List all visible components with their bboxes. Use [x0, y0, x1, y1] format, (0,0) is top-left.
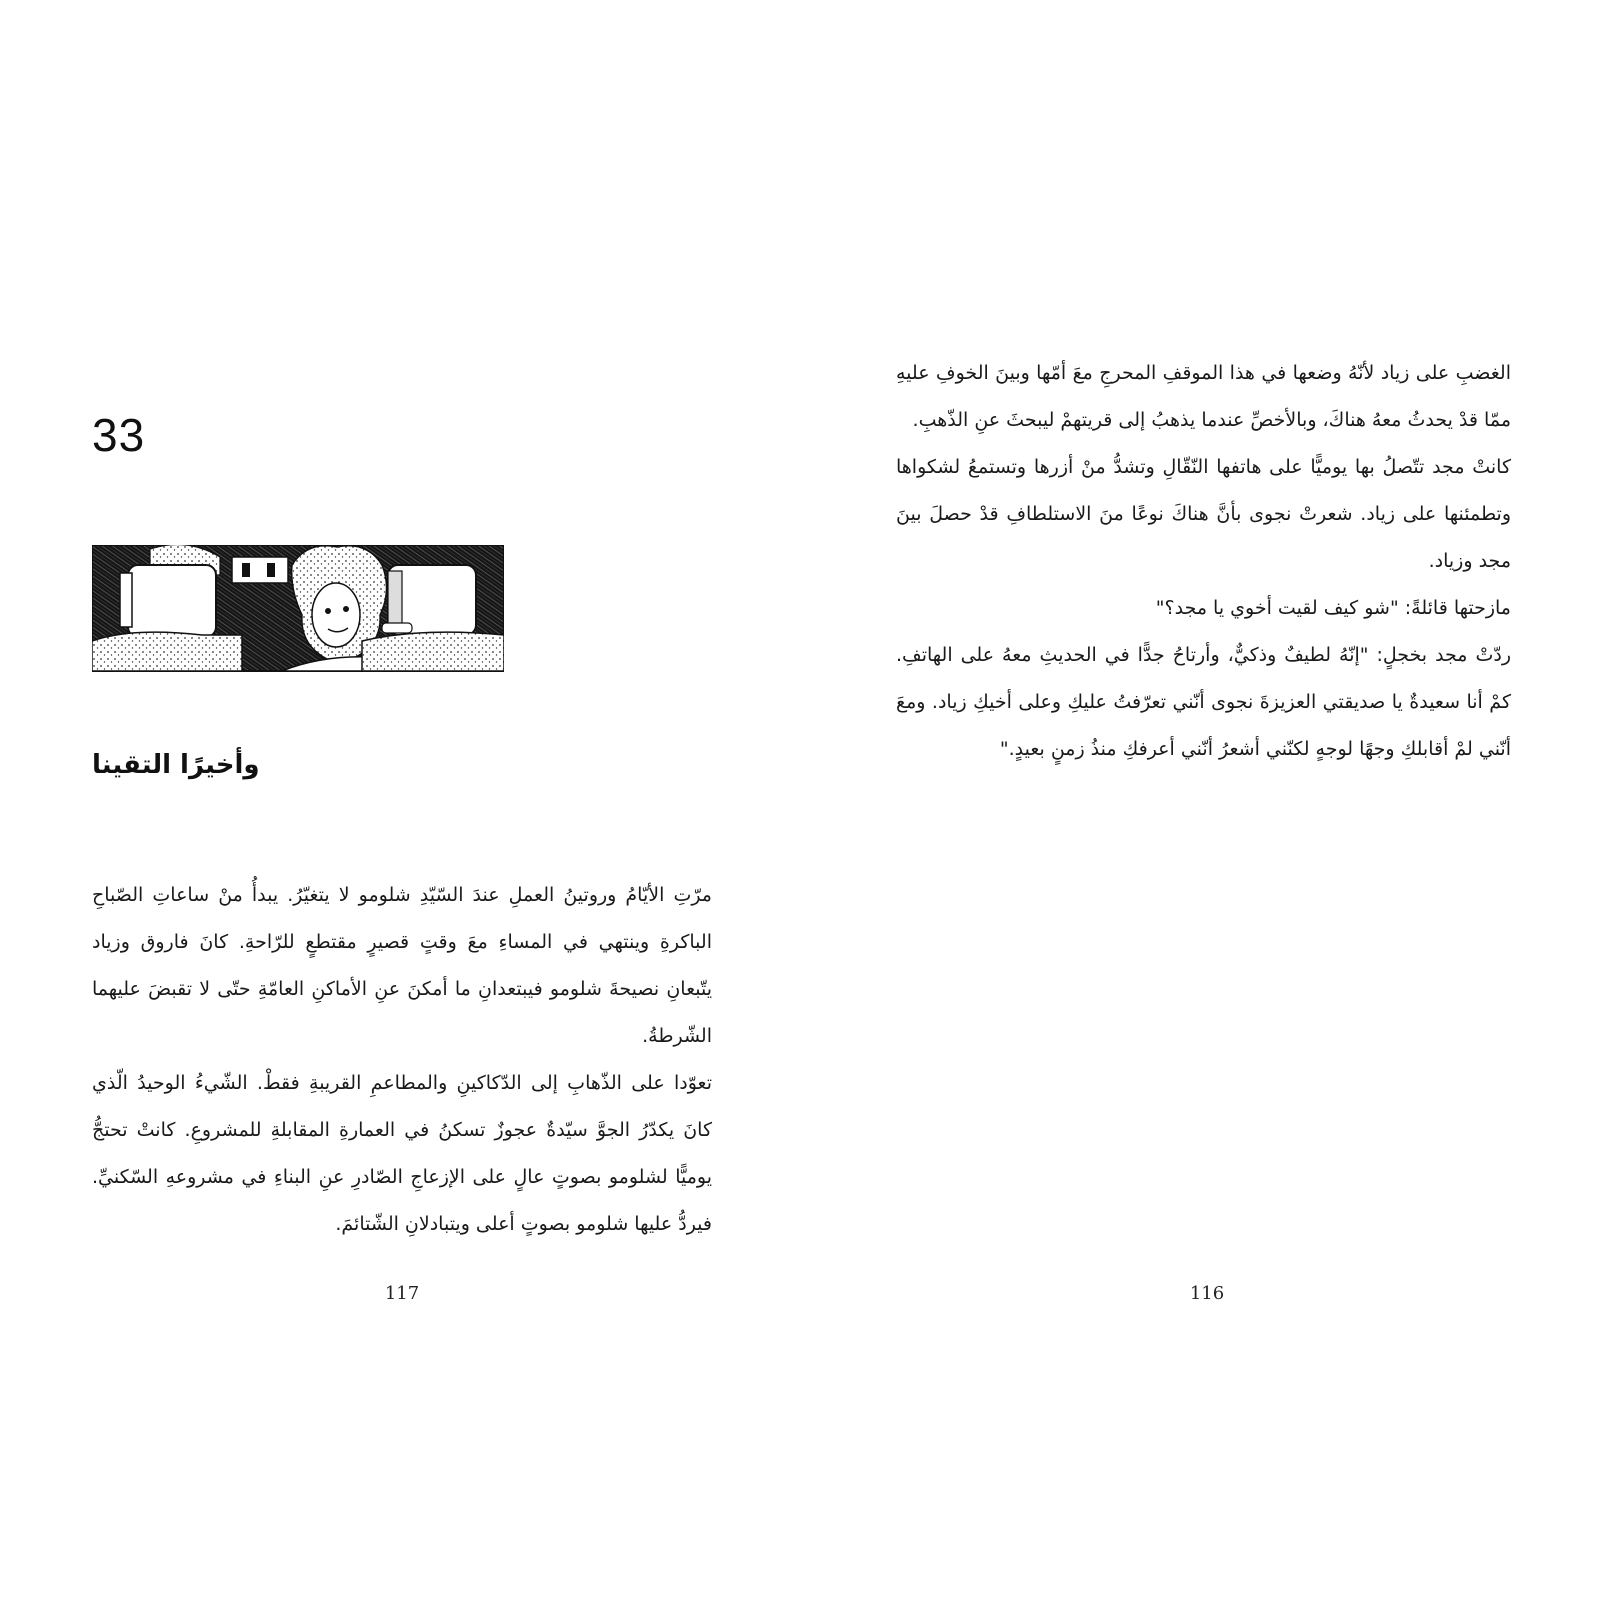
paragraph: مرّتِ الأيّامُ وروتينُ العملِ عندَ السّيّدِ شلومو لا يتغيّرُ. يبدأُ منْ ساعاتِ الصّباحِ الباكرةِ وينتهي في المساءِ معَ وقتٍ قصيرٍ مقتطعٍ للرّاحةِ. كانَ فاروق وزياد يتّبعانِ نصيحةَ شلومو فيبتعدانِ ما أمكنَ عنِ الأماكنِ العامّةِ حتّى لا تقبضَ عليهما الشّرطةُ. [92, 884, 712, 1047]
right-page [800, 0, 1600, 1600]
paragraph: تعوّدا على الذّهابِ إلى الدّكاكينِ والمطاعمِ القريبةِ فقطْ. الشّيءُ الوحيدُ الّذي كانَ يكدّرُ الجوَّ سيّدةٌ عجوزٌ تسكنُ في العمارةِ المقابلةِ للمشروعِ. كانتْ تحتجُّ يوميًّا لشلومو بصوتٍ عالٍ على الإزعاجِ الصّادرِ عنِ البناءِ في مشروعهِ السّكنيِّ. فيردُّ عليها شلومو بصوتٍ أعلى ويتبادلانِ الشّتائمَ. [92, 1072, 712, 1235]
paragraph: الغضبِ على زياد لأنّهُ وضعها في هذا الموقفِ المحرجِ معَ أمّها وبينَ الخوفِ عليهِ ممّا قدْ يحدثُ معهُ هناكَ، وبالأخصِّ عندما يذهبُ إلى قريتهمْ ليبحثَ عنِ الذّهبِ. [896, 362, 1511, 431]
page-number: 116 [1189, 1283, 1225, 1304]
chapter-title: وأخيرًا التقينا [92, 750, 260, 780]
chapter-number: 33 [92, 409, 146, 461]
paragraph: مازحتها قائلةً: "شو كيف لقيت أخوي يا مجد؟" [1155, 597, 1511, 619]
paragraph: ردّتْ مجد بخجلٍ: "إنّهُ لطيفٌ وذكيٌّ، وأرتاحُ جدًّا في الحديثِ معهُ على الهاتفِ. كمْ أنا سعيدةٌ يا صديقتي العزيزةَ نجوى أنّني تعرّفتُ عليكِ وعلى أخيكِ زياد. ومعَ أنّني لمْ أقابلكِ وجهًا لوجهٍ لكنّني أشعرُ أنّني أعرفكِ منذُ زمنٍ بعيدٍ." [896, 644, 1511, 760]
right-page-body [896, 350, 1511, 773]
left-page-body [92, 872, 712, 1248]
chapter-illustration [92, 545, 504, 685]
page-number: 117 [384, 1283, 420, 1304]
paragraph: كانتْ مجد تتّصلُ بها يوميًّا على هاتفها النّقّالِ وتشدُّ منْ أزرها وتستمعُ لشكواها وتطمئنها على زياد. شعرتْ نجوى بأنَّ هناكَ نوعًا منَ الاستلطافِ قدْ حصلَ بينَ مجد وزياد. [896, 456, 1511, 572]
